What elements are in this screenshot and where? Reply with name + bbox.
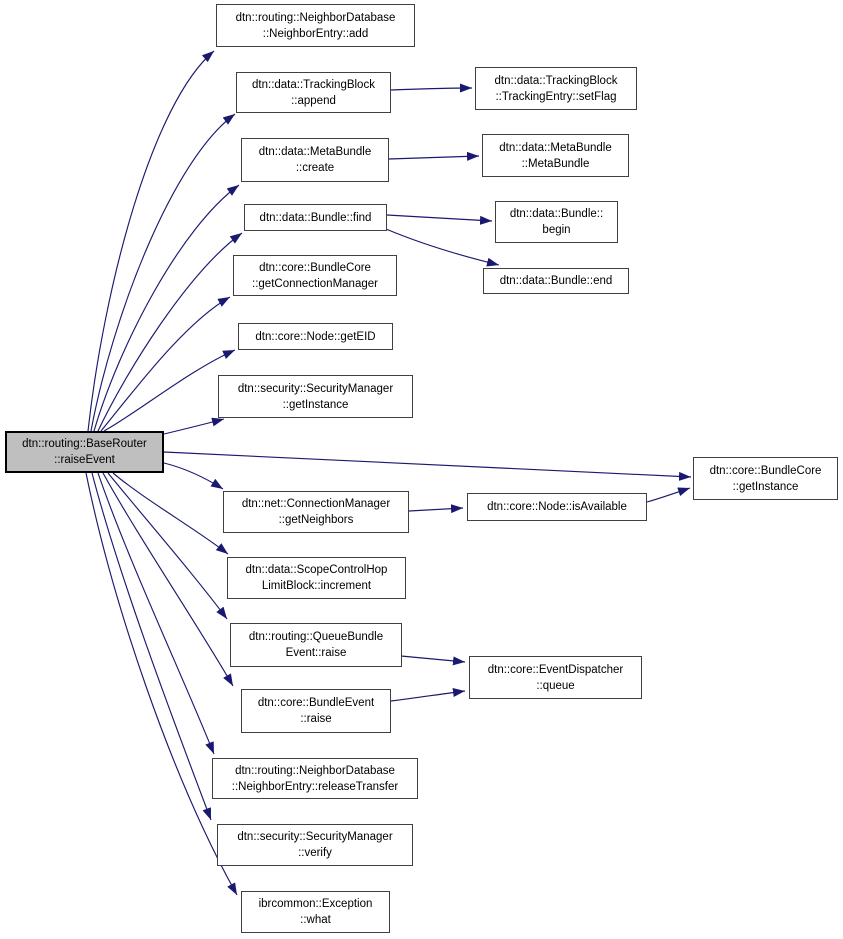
node-tracking-entry-set-flag[interactable]	[475, 67, 637, 110]
node-label-line: begin	[542, 224, 571, 236]
edge-node-is-available-to-bundlecore-get-instance	[647, 488, 690, 502]
node-label-line: dtn::data::TrackingBlock	[494, 74, 618, 87]
node-label-line: dtn::data::Bundle::find	[259, 211, 372, 224]
node-scope-hop-increment[interactable]	[227, 557, 406, 599]
edge-tracking-append-to-tracking-set-flag	[391, 88, 472, 90]
node-label-line: dtn::data::TrackingBlock	[252, 78, 375, 91]
node-label-line: dtn::core::BundleCore	[259, 261, 371, 274]
node-label-line: Event::raise	[285, 647, 347, 659]
node-label-line: dtn::core::EventDispatcher	[487, 663, 624, 676]
node-label-line: dtn::routing::NeighborDatabase	[235, 11, 396, 24]
edge-bundle-find-to-bundle-begin	[387, 215, 492, 221]
edge-raise-event-to-neighbor-release-transfer	[98, 473, 214, 754]
edge-connection-get-neighbors-to-node-is-available	[409, 508, 463, 511]
node-label-line: dtn::routing::BaseRouter	[22, 438, 147, 450]
node-label-line: ::raiseEvent	[54, 454, 115, 466]
edge-raise-event-to-connection-get-neighbors	[164, 463, 223, 489]
edge-raise-event-to-neighbor-add	[88, 51, 214, 431]
edge-bundle-find-to-bundle-end	[386, 229, 499, 265]
edge-raise-event-to-tracking-append	[91, 114, 235, 431]
node-security-verify[interactable]	[217, 824, 413, 866]
edge-raise-event-to-scope-increment	[113, 473, 228, 554]
node-tracking-block-append[interactable]	[236, 72, 391, 113]
node-label-line: dtn::core::BundleCore	[709, 464, 822, 477]
node-label-line: dtn::security::SecurityManager	[237, 382, 394, 395]
node-label-line: dtn::routing::NeighborDatabase	[235, 764, 395, 777]
node-label-line: ::queue	[536, 679, 575, 692]
node-label-line: dtn::data::ScopeControlHop	[245, 564, 388, 576]
node-bundle-event-raise[interactable]	[241, 689, 391, 733]
edge-raise-event-to-bundle-event-raise	[103, 473, 233, 686]
node-bundle-end[interactable]	[483, 268, 629, 294]
node-meta-bundle-create[interactable]	[241, 138, 389, 182]
node-label-line: LimitBlock::increment	[261, 580, 372, 592]
node-label-line: dtn::security::SecurityManager	[237, 831, 393, 843]
edge-raise-event-to-node-get-eid	[104, 350, 235, 431]
node-bundle-core-get-instance[interactable]	[693, 457, 838, 500]
node-label-line: ::append	[291, 94, 336, 107]
node-label-line: ibrcommon::Exception	[258, 898, 373, 910]
edge-raise-event-to-exception-what	[86, 473, 237, 895]
node-label-line: ::getNeighbors	[278, 514, 354, 526]
node-label-line: ::getInstance	[732, 480, 799, 493]
node-label-line: ::getConnectionManager	[252, 277, 378, 290]
edge-queue-bundle-raise-to-event-dispatcher-queue	[401, 656, 465, 662]
node-is-available[interactable]	[467, 493, 647, 521]
node-label-line: dtn::net::ConnectionManager	[241, 498, 391, 510]
node-label-line: dtn::core::Node::isAvailable	[487, 501, 627, 513]
node-exception-what[interactable]	[241, 891, 390, 933]
node-get-connection-manager[interactable]	[233, 255, 397, 296]
node-label-line: dtn::routing::QueueBundle	[248, 631, 384, 643]
node-label-line: ::raise	[300, 713, 332, 725]
node-bundle-find[interactable]	[244, 204, 387, 231]
node-label-line: ::NeighborEntry::releaseTransfer	[231, 780, 399, 793]
node-label-line: ::what	[300, 914, 331, 926]
node-queue-bundle-event-raise[interactable]	[230, 623, 402, 667]
edge-raise-event-to-bundlecore-get-instance	[164, 452, 691, 477]
node-label-line: ::getInstance	[282, 398, 349, 411]
node-label-line: dtn::core::Node::getEID	[255, 330, 376, 343]
node-label-line: ::MetaBundle	[521, 157, 590, 170]
node-label-line: dtn::data::Bundle::end	[499, 275, 613, 287]
node-label-line: dtn::data::Bundle::	[509, 208, 604, 220]
edge-bundle-event-raise-to-event-dispatcher-queue	[391, 691, 465, 701]
node-label-line: ::verify	[298, 847, 332, 859]
node-neighbor-entry-add[interactable]	[216, 4, 415, 47]
node-get-neighbors[interactable]	[223, 491, 409, 533]
node-label-line: ::create	[295, 162, 335, 174]
node-security-get-instance[interactable]	[218, 375, 413, 418]
node-event-dispatcher-queue[interactable]	[469, 656, 642, 699]
node-label-line: ::NeighborEntry::add	[262, 27, 369, 40]
node-neighbor-entry-release-transfer[interactable]	[212, 758, 418, 799]
node-label-line: dtn::data::MetaBundle	[258, 146, 372, 158]
node-meta-bundle-constructor[interactable]	[482, 134, 629, 177]
edge-raise-event-to-security-get-instance	[164, 419, 224, 434]
node-label-line: ::TrackingEntry::setFlag	[495, 90, 617, 103]
edge-metabundle-create-to-metabundle-ctor	[389, 156, 479, 159]
node-label-line: dtn::data::MetaBundle	[499, 141, 612, 154]
node-raise-event	[5, 431, 164, 473]
node-bundle-begin[interactable]	[495, 201, 618, 243]
node-get-eid[interactable]	[238, 323, 393, 350]
node-label-line: dtn::core::BundleEvent	[257, 697, 375, 709]
